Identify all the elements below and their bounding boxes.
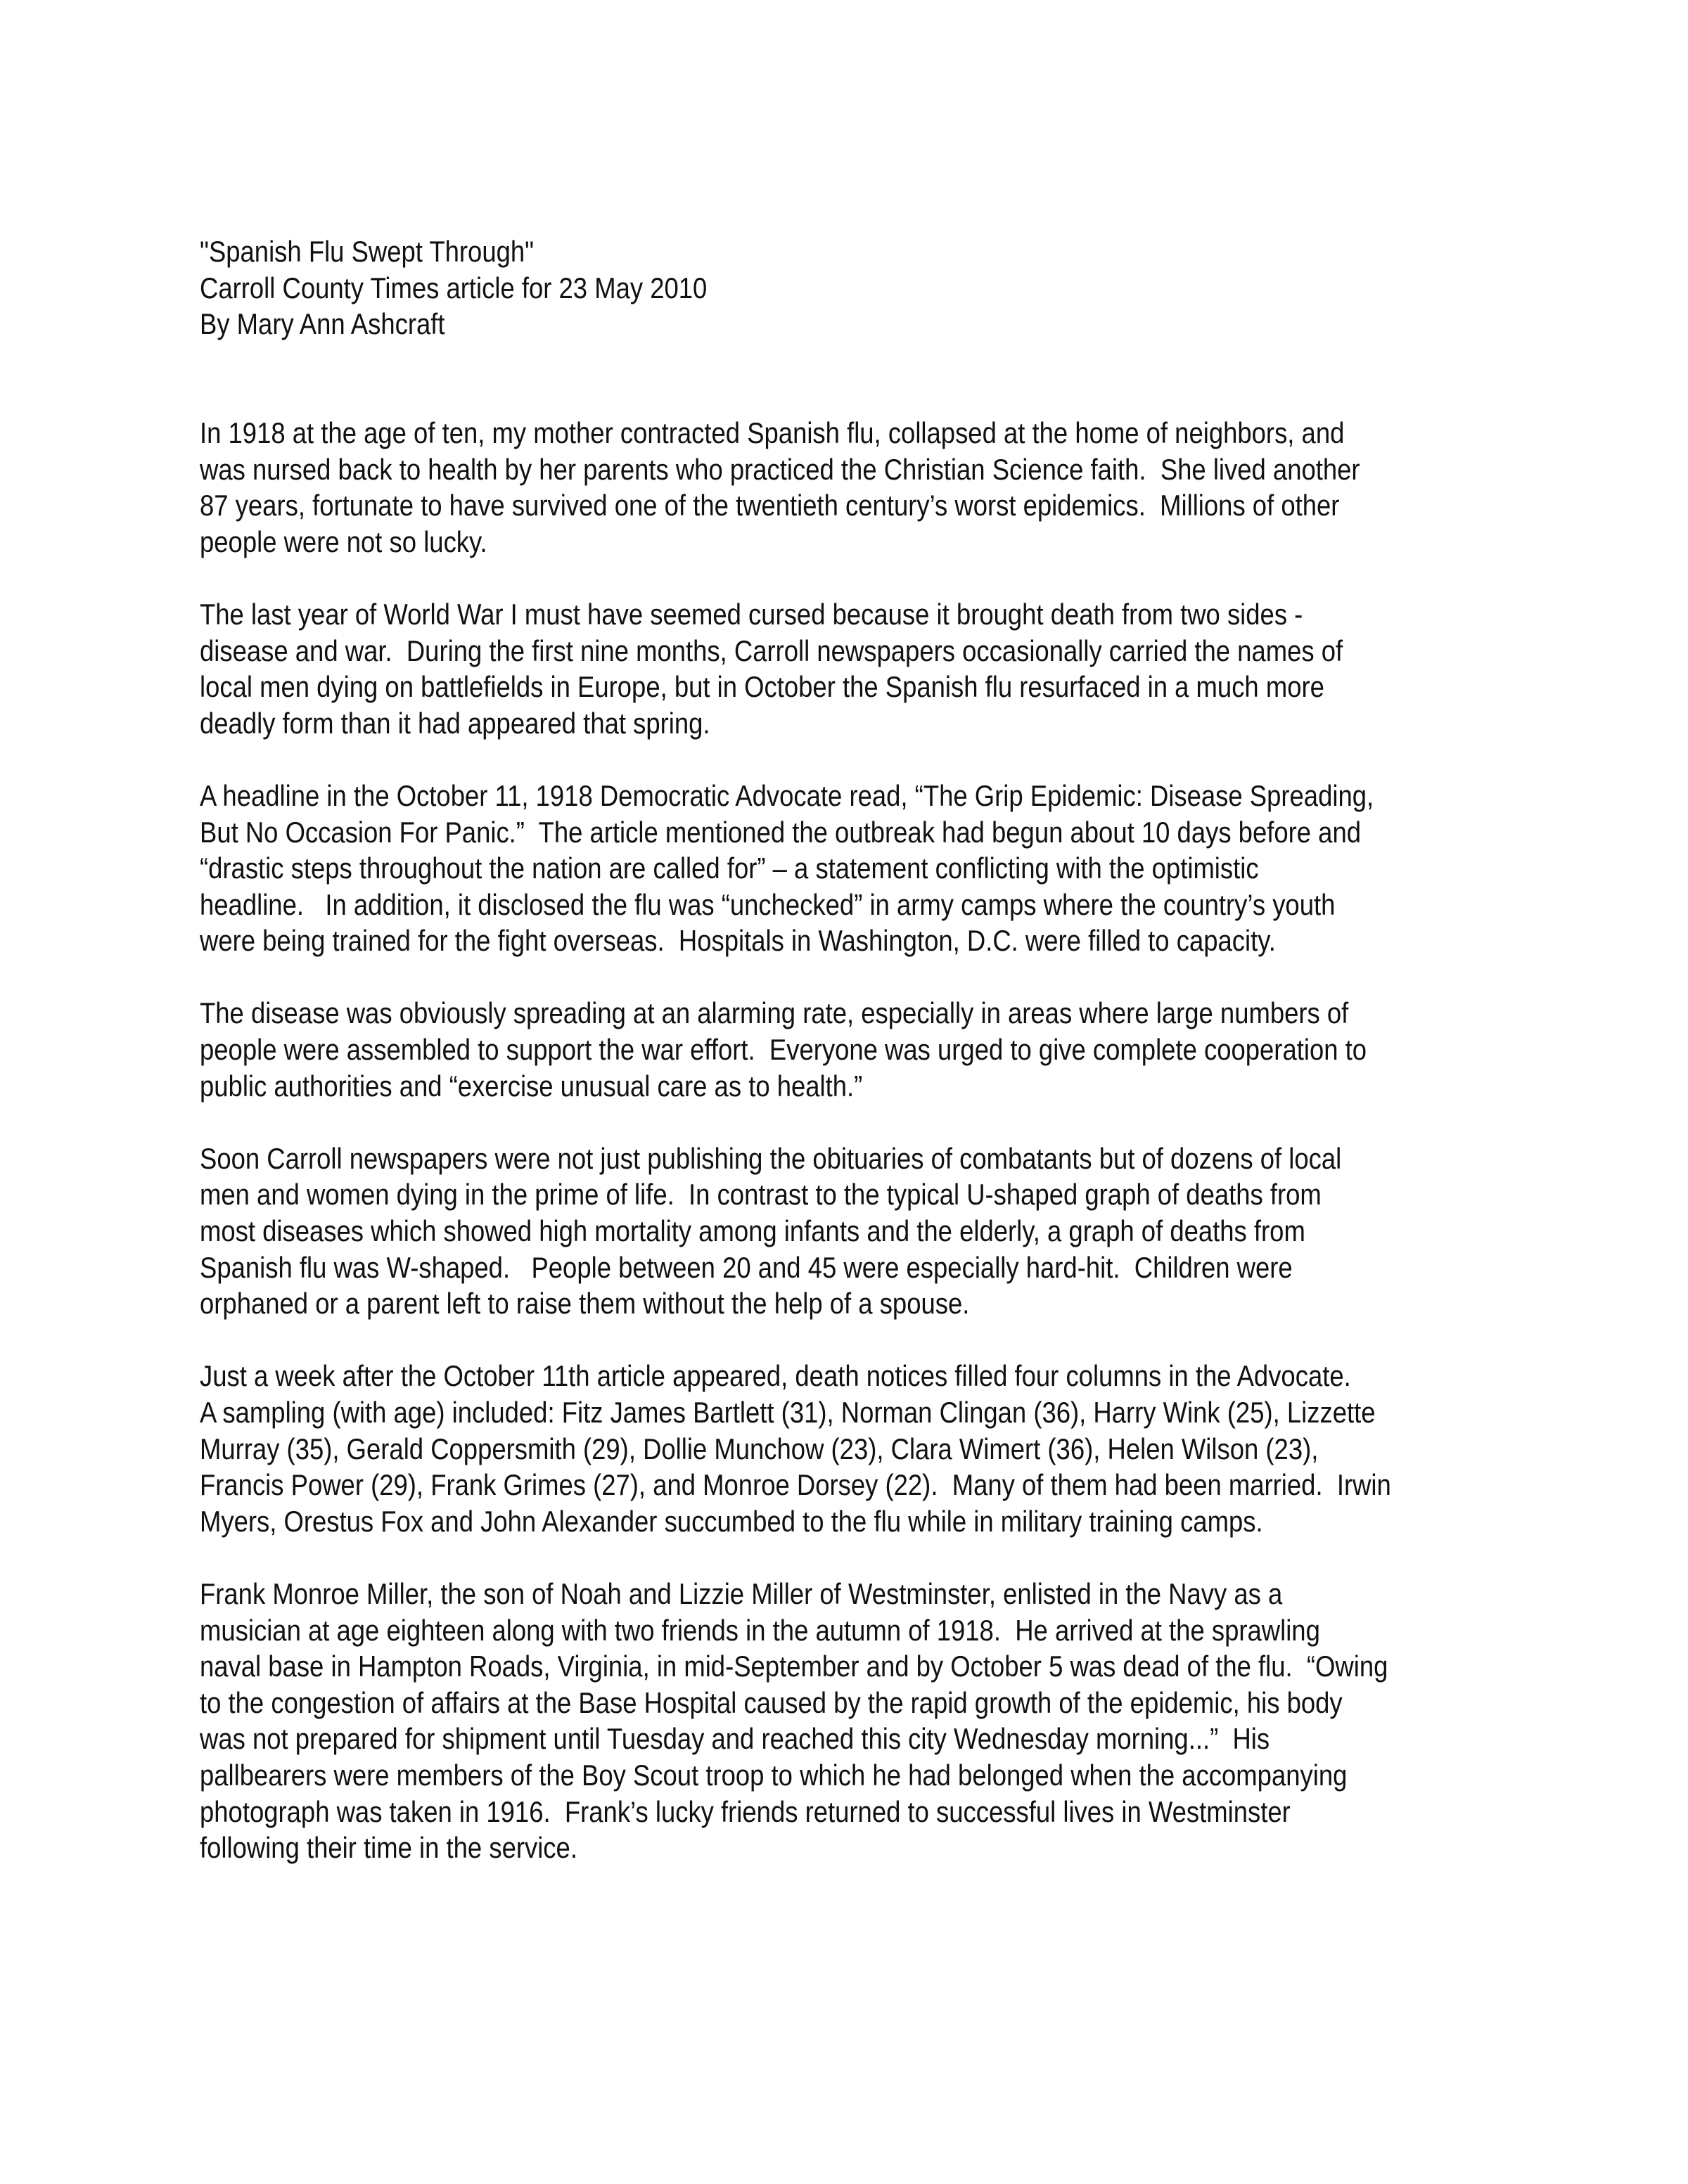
- spacer: [200, 959, 1482, 996]
- paragraph-line: pallbearers were members of the Boy Scout troop to which he had belonged when the accompanying: [200, 1758, 1348, 1792]
- paragraph-line: Soon Carroll newspapers were not just publishing the obituaries of combatants but of dozens of local: [200, 1141, 1342, 1175]
- paragraph-2: [200, 596, 1482, 741]
- paragraph-4: [200, 995, 1482, 1104]
- byline: By Mary Ann Ashcraft: [200, 307, 445, 341]
- spacer: [200, 1322, 1482, 1358]
- spacer: [200, 342, 1482, 379]
- paragraph-5: [200, 1141, 1482, 1322]
- paragraph-7: [200, 1576, 1482, 1866]
- paragraph-1: [200, 415, 1482, 560]
- spacer: [200, 560, 1482, 596]
- paragraph-line: most diseases which showed high mortality among infants and the elderly, a graph of deaths from: [200, 1214, 1305, 1248]
- paragraph-line: were being trained for the fight overseas. Hospitals in Washington, D.C. were filled to capacity.: [200, 924, 1276, 958]
- article-header: [200, 233, 1482, 342]
- paragraph-line: Murray (35), Gerald Coppersmith (29), Dollie Munchow (23), Clara Wimert (36), Helen Wilson (23),: [200, 1432, 1319, 1465]
- paragraph-line: people were assembled to support the war effort. Everyone was urged to give complete cooperation to: [200, 1033, 1367, 1067]
- text-column: [200, 233, 1482, 1866]
- article-title: "Spanish Flu Swept Through": [200, 235, 535, 268]
- paragraph-line: Francis Power (29), Frank Grimes (27), and Monroe Dorsey (22). Many of them had been married. Irwin: [200, 1468, 1391, 1502]
- paragraph-line: The disease was obviously spreading at an alarming rate, especially in areas where large numbers of: [200, 996, 1349, 1030]
- paragraph-line: The last year of World War I must have seemed cursed because it brought death from two sides -: [200, 597, 1303, 631]
- paragraph-3: [200, 778, 1482, 959]
- paragraph-line: Spanish flu was W-shaped. People between 20 and 45 were especially hard-hit. Children were: [200, 1250, 1293, 1284]
- paragraph-line: A headline in the October 11, 1918 Democratic Advocate read, “The Grip Epidemic: Disease Spreading,: [200, 778, 1374, 812]
- paragraph-line: people were not so lucky.: [200, 525, 487, 558]
- paragraph-line: 87 years, fortunate to have survived one of the twentieth century’s worst epidemics. Millions of other: [200, 489, 1340, 522]
- paragraph-line: deadly form than it had appeared that spring.: [200, 706, 710, 740]
- paragraph-line: orphaned or a parent left to raise them without the help of a spouse.: [200, 1287, 970, 1321]
- paragraph-line: Frank Monroe Miller, the son of Noah and Lizzie Miller of Westminster, enlisted in the Navy as a: [200, 1576, 1283, 1610]
- paragraph-line: Myers, Orestus Fox and John Alexander succumbed to the flu while in military training camps.: [200, 1504, 1263, 1538]
- paragraph-line: local men dying on battlefields in Europe, but in October the Spanish flu resurfaced in a much more: [200, 670, 1324, 704]
- paragraph-line: was nursed back to health by her parents who practiced the Christian Science faith. She lived another: [200, 452, 1360, 486]
- paragraph-6: [200, 1358, 1482, 1539]
- paragraph-line: disease and war. During the first nine months, Carroll newspapers occasionally carried the names of: [200, 634, 1343, 667]
- paragraph-line: photograph was taken in 1916. Frank’s lucky friends returned to successful lives in Westminster: [200, 1794, 1291, 1828]
- paragraph-line: Just a week after the October 11th article appeared, death notices filled four columns in the Advocate.: [200, 1359, 1351, 1393]
- spacer: [200, 1104, 1482, 1141]
- spacer: [200, 378, 1482, 415]
- paragraph-line: was not prepared for shipment until Tuesday and reached this city Wednesday morning...” His: [200, 1722, 1270, 1756]
- paragraph-line: public authorities and “exercise unusual care as to health.”: [200, 1069, 863, 1103]
- spacer: [200, 741, 1482, 778]
- paragraph-line: musician at age eighteen along with two friends in the autumn of 1918. He arrived at the sprawling: [200, 1613, 1320, 1647]
- paragraph-line: following their time in the service.: [200, 1831, 577, 1865]
- paragraph-line: to the congestion of affairs at the Base Hospital caused by the rapid growth of the epidemic, his body: [200, 1685, 1343, 1719]
- paragraph-line: naval base in Hampton Roads, Virginia, in mid-September and by October 5 was dead of the flu. “Owing: [200, 1650, 1388, 1683]
- publication-line: Carroll County Times article for 23 May 2010: [200, 271, 708, 304]
- paragraph-line: headline. In addition, it disclosed the flu was “unchecked” in army camps where the country’s youth: [200, 887, 1336, 921]
- paragraph-line: In 1918 at the age of ten, my mother contracted Spanish flu, collapsed at the home of neighbors, and: [200, 416, 1345, 449]
- paragraph-line: A sampling (with age) included: Fitz James Bartlett (31), Norman Clingan (36), Harry Wink (25), Lizzette: [200, 1396, 1376, 1429]
- paragraph-line: “drastic steps throughout the nation are called for” – a statement conflicting with the optimistic: [200, 852, 1259, 885]
- spacer: [200, 1539, 1482, 1576]
- paragraph-line: But No Occasion For Panic.” The article mentioned the outbreak had begun about 10 days before and: [200, 815, 1362, 849]
- paragraph-line: men and women dying in the prime of life. In contrast to the typical U-shaped graph of deaths from: [200, 1178, 1322, 1212]
